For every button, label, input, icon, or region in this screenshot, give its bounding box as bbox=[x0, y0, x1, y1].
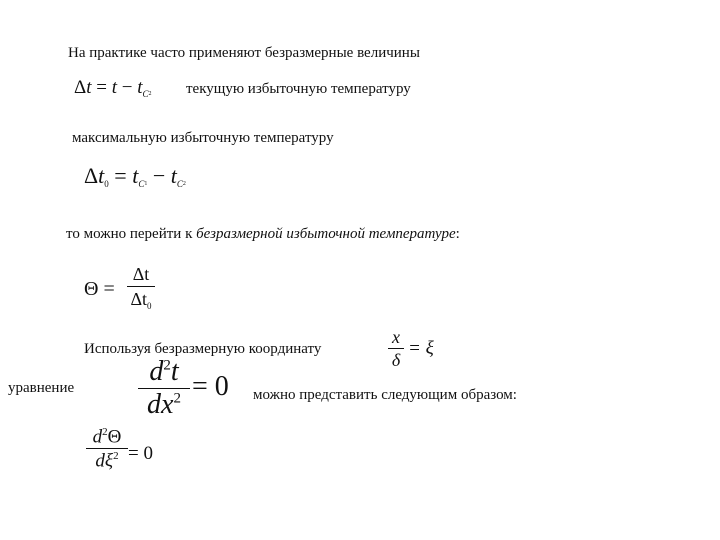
fraction-bar bbox=[388, 348, 404, 349]
current-temp-text: текущую избыточную температуру bbox=[186, 81, 411, 97]
numerator: x bbox=[392, 327, 400, 347]
coordinate-text: Используя безразмерную координату bbox=[84, 341, 322, 357]
denominator bbox=[130, 290, 151, 311]
fraction-theta bbox=[127, 265, 155, 311]
subscript-index: 2 bbox=[182, 181, 186, 187]
transition-emphasis: безразмерной избыточной температуре bbox=[196, 226, 456, 242]
denominator: δ bbox=[391, 350, 401, 370]
formula-xi: = ξ bbox=[408, 338, 434, 359]
intro-text: На практике часто применяют безразмерные величины bbox=[68, 45, 420, 61]
subscript-index: 2 bbox=[148, 91, 152, 97]
formula-theta-lhs bbox=[84, 279, 115, 299]
var-t: t bbox=[98, 163, 105, 188]
formula-equals-zero: = 0 bbox=[128, 443, 153, 464]
represent-text: можно представить следующим образом: bbox=[253, 387, 517, 403]
var-t: t bbox=[137, 77, 143, 98]
var-t: t bbox=[132, 163, 139, 188]
subscript-zero: 0 bbox=[104, 179, 109, 189]
fraction-bar bbox=[127, 286, 155, 287]
fraction-heat-equation bbox=[138, 358, 190, 419]
transition-text bbox=[66, 227, 460, 242]
subscript-zero: 0 bbox=[147, 301, 152, 311]
theta-symbol: Θ bbox=[84, 278, 99, 300]
numerator-t: t bbox=[170, 356, 179, 387]
superscript-two: 2 bbox=[173, 390, 181, 407]
formula-delta-t bbox=[74, 78, 152, 99]
denominator-dx: dx bbox=[147, 389, 174, 420]
equals-sign: = bbox=[98, 278, 115, 300]
denominator-text: Δt bbox=[130, 289, 148, 309]
fraction-coordinate bbox=[388, 328, 404, 369]
superscript-two: 2 bbox=[163, 357, 171, 374]
denominator-dxi: dξ bbox=[95, 450, 114, 472]
subscript-c: C bbox=[176, 179, 183, 189]
superscript-two: 2 bbox=[113, 450, 119, 463]
transition-prefix: то можно перейти к bbox=[66, 226, 197, 242]
superscript-two: 2 bbox=[102, 426, 108, 438]
equation-label: уравнение bbox=[8, 380, 75, 396]
var-t: t bbox=[111, 77, 117, 98]
numerator-d: d bbox=[149, 356, 164, 387]
numerator-d: d bbox=[92, 426, 103, 448]
numerator-theta: Θ bbox=[107, 426, 122, 448]
denominator bbox=[147, 391, 181, 419]
var-t: t bbox=[86, 77, 92, 98]
subscript-index: 1 bbox=[144, 181, 148, 187]
denominator bbox=[95, 451, 118, 470]
max-temp-text: максимальную избыточную температуру bbox=[72, 130, 334, 146]
transition-suffix: : bbox=[455, 226, 460, 242]
fraction-dimensionless-equation bbox=[86, 427, 128, 471]
formula-equals-zero: = 0 bbox=[192, 371, 229, 402]
numerator bbox=[149, 358, 178, 386]
var-t: t bbox=[170, 163, 177, 188]
formula-delta-t0 bbox=[84, 165, 186, 189]
subscript-c: C bbox=[138, 179, 145, 189]
delta-symbol: Δ bbox=[74, 77, 87, 98]
numerator bbox=[93, 427, 122, 446]
fraction-bar bbox=[86, 448, 128, 449]
subscript-c: C bbox=[142, 89, 149, 99]
equals-sign: = bbox=[91, 77, 112, 98]
numerator: Δt bbox=[132, 264, 150, 284]
minus-sign: − bbox=[117, 77, 138, 98]
equals-sign: = bbox=[108, 163, 133, 188]
delta-symbol: Δ bbox=[84, 163, 99, 188]
minus-sign: − bbox=[147, 163, 171, 188]
